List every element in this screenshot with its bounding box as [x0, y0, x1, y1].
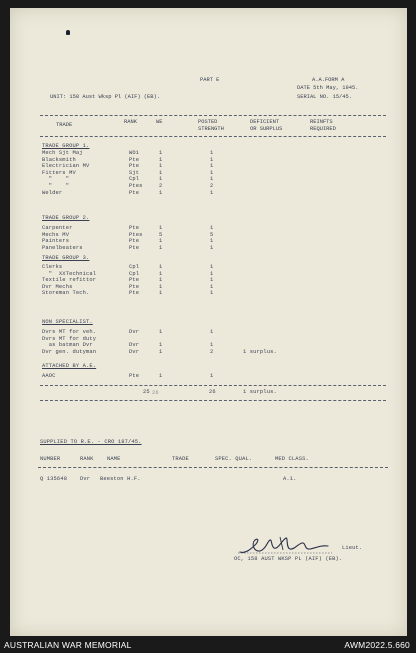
table-row: [10, 342, 407, 349]
table-row: [10, 373, 407, 380]
trade-cell: Carpenter: [42, 225, 73, 231]
we-cell: 1: [159, 169, 163, 176]
serial-label: SERIAL NO. 15/45.: [297, 94, 352, 100]
trade-cell: Fitters MV: [42, 169, 76, 176]
supplied-col-name: NAME: [107, 456, 121, 462]
we-cell: 1: [159, 163, 163, 170]
signature-rank: Lieut.: [342, 545, 363, 551]
table-row: [10, 349, 407, 356]
rank-cell: Pte: [129, 373, 140, 379]
posted-cell: 1: [210, 342, 214, 349]
table-row: [10, 163, 407, 170]
totals-bottom-rule: [40, 400, 386, 401]
supplied-col-trade: TRADE: [172, 456, 189, 462]
trade-cell: " ": [42, 176, 70, 183]
table-row: [10, 264, 407, 271]
date-label: DATE 5th May, 1945.: [297, 85, 359, 91]
trade-cell: Panelbeaters: [42, 244, 83, 251]
we-cell: 2: [159, 183, 163, 189]
supplied-col-med: MED CLASS.: [275, 456, 309, 462]
posted-cell: 1: [210, 244, 214, 251]
we-cell: 1: [159, 189, 163, 196]
posted-cell: 1: [210, 176, 214, 183]
table-row: [10, 176, 407, 183]
trade-cell: Dvrs MT for duty: [42, 335, 97, 342]
rank-cell: Ptes: [129, 231, 143, 238]
rank-cell: Cpl: [129, 270, 140, 277]
table-row: [10, 238, 407, 245]
rank-cell: Pte: [129, 244, 140, 251]
col-required: REQUIRED: [310, 126, 336, 132]
rank-cell: Pte: [129, 156, 140, 163]
punch-hole-mark: [66, 30, 70, 35]
col-reinforcements: REINFTS: [310, 119, 333, 125]
we-cell: 1: [159, 290, 163, 297]
trade-cell: AAOC: [42, 373, 56, 379]
table-row: [10, 232, 407, 239]
supplied-col-number: NUMBER: [40, 456, 61, 462]
we-cell: 1: [159, 283, 163, 290]
posted-cell: 1: [210, 290, 214, 297]
supplied-number-cell: Q 135648: [40, 476, 68, 482]
rank-cell: Dvr: [129, 329, 140, 335]
supplied-title: SUPPLIED TO R.E. - CRO 187/45.: [40, 439, 142, 445]
table-row: [10, 277, 407, 284]
posted-cell: 1: [210, 150, 214, 156]
rank-cell: Pte: [129, 189, 140, 196]
we-cell: 1: [159, 225, 163, 231]
rank-cell: Pte: [129, 225, 140, 231]
rank-cell: Pte: [129, 277, 140, 284]
footer-accession-number: AWM2022.5.660: [344, 640, 410, 650]
rank-cell: Pte: [129, 238, 140, 245]
trade-cell: Painters: [42, 238, 70, 245]
rank-cell: Pte: [129, 163, 140, 170]
we-cell: 1: [159, 342, 163, 349]
group-title: TRADE GROUP 3.: [42, 255, 90, 261]
posted-cell: 1: [210, 156, 214, 163]
posted-cell: 2: [210, 183, 214, 189]
supplied-col-rank: RANK: [80, 456, 94, 462]
col-we: WE: [156, 119, 163, 125]
we-cell: 5: [159, 231, 163, 238]
trade-cell: Storeman Tech.: [42, 290, 90, 297]
table-row: [10, 284, 407, 291]
trade-cell: " ": [42, 183, 70, 189]
col-posted: POSTED: [198, 119, 218, 125]
table-row: [10, 271, 407, 278]
signature-title: OC, 158 AUST WKSP PL (AIF) (EB).: [234, 556, 343, 562]
trade-cell: Mech Sjt Maj: [42, 150, 83, 156]
we-cell: 1: [159, 329, 163, 335]
table-row: [10, 225, 407, 232]
total-we-overstrike: 26: [152, 390, 159, 396]
trade-cell: Welder: [42, 189, 63, 196]
trade-cell: Dvr gen. dutyman: [42, 348, 97, 355]
posted-cell: 1: [210, 238, 214, 245]
we-cell: 1: [159, 150, 163, 156]
table-row: [10, 336, 407, 343]
we-cell: 1: [159, 277, 163, 284]
posted-cell: 1: [210, 264, 214, 270]
rank-cell: Cpl: [129, 176, 140, 183]
posted-cell: 1: [210, 329, 214, 335]
supplied-rule: [38, 467, 388, 468]
we-cell: 1: [159, 373, 163, 379]
we-cell: 1: [159, 244, 163, 251]
group-title: TRADE GROUP 1.: [42, 143, 90, 149]
total-deficient: 1 surplus.: [243, 389, 277, 395]
posted-cell: 1: [210, 283, 214, 290]
posted-cell: 1: [210, 277, 214, 284]
posted-cell: 2: [210, 348, 214, 355]
totals-top-rule: [40, 385, 386, 386]
col-surplus: OR SURPLUS: [250, 126, 283, 132]
rank-cell: Dvr: [129, 342, 140, 349]
posted-cell: 1: [210, 270, 214, 277]
supplied-col-spec: SPEC. QUAL.: [215, 456, 253, 462]
rank-cell: Sjt: [129, 169, 140, 176]
rank-cell: Pte: [129, 283, 140, 290]
table-row: [10, 183, 407, 190]
document-page: [10, 8, 407, 636]
total-we: 25: [143, 389, 150, 395]
header-rule: [40, 115, 386, 116]
trade-cell: Mechs MV: [42, 231, 70, 238]
posted-cell: 1: [210, 169, 214, 176]
handwritten-signature: [236, 534, 356, 558]
total-posted: 26: [209, 389, 216, 395]
part-label: PART E: [200, 77, 220, 83]
we-cell: 1: [159, 270, 163, 277]
supplied-rank-cell: Dvr: [80, 476, 91, 482]
group-title: NON SPECIALIST.: [42, 319, 93, 325]
rank-cell: Pte: [129, 290, 140, 297]
we-cell: 1: [159, 264, 163, 270]
deficient-cell: 1 surplus.: [243, 348, 277, 355]
form-label: A.A.FORM A: [312, 77, 345, 83]
posted-cell: 5: [210, 231, 214, 238]
supplied-name-cell: Beeston H.F.: [100, 476, 141, 482]
columns-rule: [40, 136, 386, 137]
trade-cell: Electrician MV: [42, 163, 90, 170]
trade-cell: Blacksmith: [42, 156, 76, 163]
group-title: TRADE GROUP 2.: [42, 215, 90, 221]
attached-title: ATTACHED BY A.E.: [42, 363, 97, 369]
table-row: [10, 290, 407, 297]
rank-cell: WO1: [129, 150, 140, 156]
trade-cell: Dvr Mechs: [42, 283, 73, 290]
trade-cell: " XXTechnical: [42, 270, 97, 277]
table-row: [10, 150, 407, 157]
unit-label: UNIT: 158 Aust Wksp Pl (AIF) (EB).: [50, 94, 160, 100]
posted-cell: 1: [210, 163, 214, 170]
we-cell: 1: [159, 348, 163, 355]
trade-cell: Clerks: [42, 264, 63, 270]
table-row: [10, 190, 407, 197]
rank-cell: Dvr: [129, 348, 140, 355]
table-row: [10, 170, 407, 177]
table-row: [10, 329, 407, 336]
col-trade: TRADE: [56, 122, 73, 128]
trade-cell: Textile refittor: [42, 277, 97, 284]
we-cell: 1: [159, 156, 163, 163]
supplied-med-cell: A.1.: [283, 476, 297, 482]
trade-cell: Dvrs MT for veh.: [42, 329, 97, 335]
footer-credit: AUSTRALIAN WAR MEMORIAL: [4, 640, 132, 650]
col-deficient: DEFICIENT: [250, 119, 280, 125]
rank-cell: Cpl: [129, 264, 140, 270]
col-strength: STRENGTH: [198, 126, 224, 132]
col-rank: RANK: [124, 119, 137, 125]
we-cell: 1: [159, 238, 163, 245]
we-cell: 1: [159, 176, 163, 183]
rank-cell: Ptes: [129, 183, 143, 189]
supplied-row: [10, 476, 407, 483]
posted-cell: 1: [210, 225, 214, 231]
posted-cell: 1: [210, 189, 214, 196]
table-row: [10, 245, 407, 252]
trade-cell: as batman Dvr: [42, 342, 93, 349]
table-row: [10, 157, 407, 164]
posted-cell: 1: [210, 373, 214, 379]
